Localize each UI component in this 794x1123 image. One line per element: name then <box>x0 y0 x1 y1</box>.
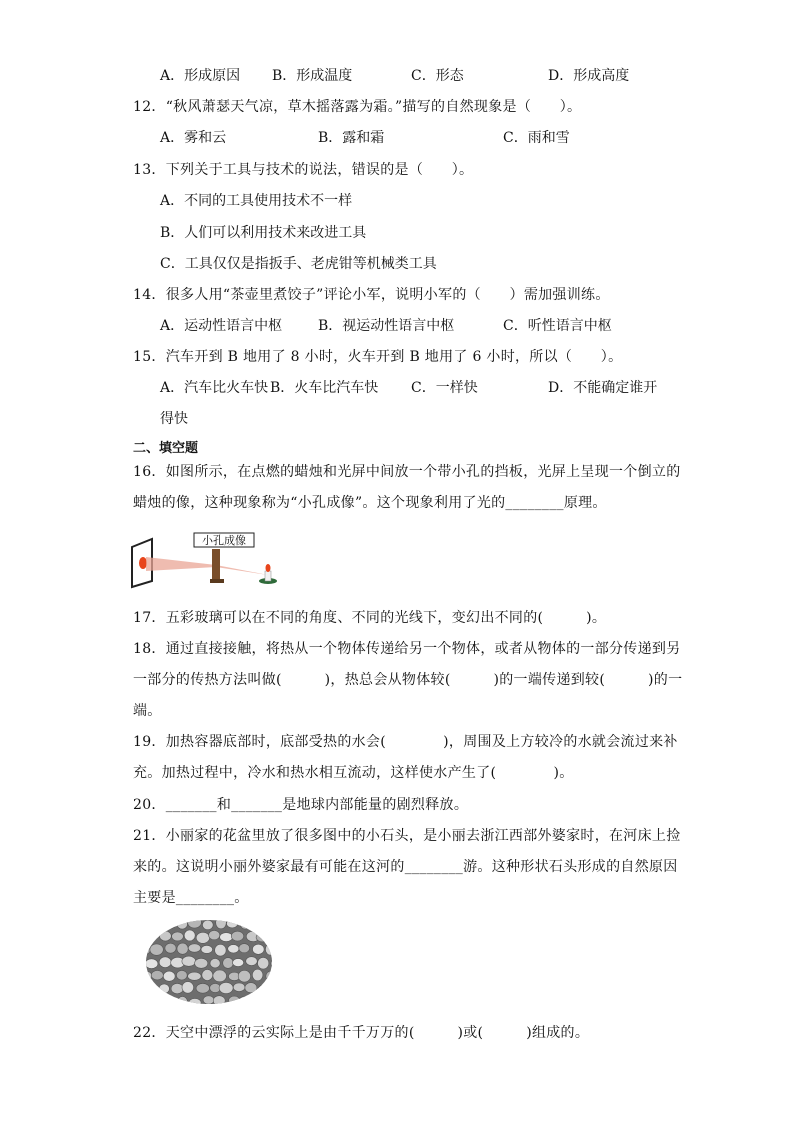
pebble <box>188 972 201 980</box>
pebble <box>146 985 158 994</box>
pebble <box>228 945 239 953</box>
pebble <box>238 970 250 982</box>
section-title-fill-in: 二、填空题 <box>133 441 199 456</box>
pebble <box>184 930 195 941</box>
pebble <box>210 959 220 968</box>
pebble <box>219 982 233 993</box>
pebble <box>202 970 213 981</box>
pebble <box>227 919 238 928</box>
pebble <box>177 943 188 954</box>
pebble <box>272 983 275 993</box>
pebble <box>150 944 163 955</box>
pebble <box>240 918 250 929</box>
pebble <box>223 958 234 969</box>
q15-option-c: C．一样快 <box>411 380 478 396</box>
pebble <box>144 919 151 928</box>
q15-option-d-continuation: 得快 <box>160 411 188 427</box>
pebble <box>188 918 202 928</box>
q14-option-a: A．运动性语言中枢 <box>160 318 283 334</box>
pebble <box>196 932 209 943</box>
q19-line-2: 充。加热过程中，冷水和热水相互流动，这样使水产生了( )。 <box>133 765 574 781</box>
pebble <box>196 983 209 993</box>
q21-line-3: 主要是________。 <box>133 890 249 906</box>
pebble <box>188 944 200 952</box>
q20-text: 20．_______和_______是地球内部能量的剧烈释放。 <box>133 797 469 813</box>
pinhole-imaging-figure <box>128 531 278 589</box>
q14-stem: 14．很多人用“茶壶里煮饺子”评论小军，说明小军的（ ）需加强训练。 <box>133 287 610 303</box>
pebble <box>177 997 187 1007</box>
q14-option-b: B．视运动性语言中枢 <box>318 318 455 334</box>
q16-line-2: 蜡烛的像，这种现象称为“小孔成像”。这个现象利用了光的________原理。 <box>133 495 607 511</box>
q11-option-b: B．形成温度 <box>272 68 353 84</box>
q12-stem: 12．“秋风萧瑟天气凉，草木摇落露为霜。”描写的自然现象是（ ）。 <box>133 99 582 115</box>
q15-option-b: B．火车比汽车快 <box>270 380 379 396</box>
q21-line-1: 21．小丽家的花盆里放了很多图中的小石头，是小丽去浙江西部外婆家时，在河床上捡 <box>133 828 681 844</box>
q13-option-c: C．工具仅仅是指扳手、老虎钳等机械类工具 <box>160 256 437 272</box>
pebble <box>239 996 249 1005</box>
q22-text: 22．天空中漂浮的云实际上是由千千万万的( )或( )组成的。 <box>133 1025 590 1041</box>
pebble <box>266 920 274 929</box>
pebble <box>265 944 274 956</box>
pebble <box>165 997 177 1007</box>
baffle-base <box>210 579 224 583</box>
light-beam <box>146 557 268 575</box>
pebble <box>266 971 274 981</box>
pebble <box>256 933 270 942</box>
pebble <box>165 943 176 953</box>
pebbles-figure <box>144 918 274 1006</box>
pebble <box>203 996 214 1004</box>
q15-option-d: D．不能确定谁开 <box>548 380 658 396</box>
pebble <box>213 996 225 1006</box>
q11-option-c: C．形态 <box>411 68 464 84</box>
pebble <box>253 944 265 954</box>
pebble <box>231 931 243 941</box>
pebble <box>171 983 183 993</box>
pebble <box>159 984 169 994</box>
q11-option-d: D．形成高度 <box>548 68 630 84</box>
q12-option-b: B．露和霜 <box>318 130 385 146</box>
pebble <box>154 995 164 1006</box>
pebble <box>144 996 150 1006</box>
pebble <box>266 997 274 1007</box>
figure-label: 小孔成像 <box>202 534 246 547</box>
pebble <box>151 918 165 927</box>
pebble <box>245 983 257 993</box>
q19-line-1: 19．加热容器底部时，底部受热的水会( )，周围及上方较冷的水就会流过来补 <box>133 734 678 750</box>
pebble <box>145 959 158 969</box>
pebble <box>176 970 187 980</box>
q21-line-2: 来的。这说明小丽外婆家最有可能在这河的________游。这种形状石头形成的自然原因 <box>133 859 678 875</box>
pebble <box>201 945 213 953</box>
pebble <box>252 969 263 981</box>
pebble <box>215 944 226 956</box>
pebble <box>163 971 175 981</box>
candle-body <box>265 571 271 581</box>
q18-line-2: 一部分的传热方法叫做( )，热总会从物体较( )的一端传递到较( )的一 <box>133 672 683 688</box>
pebble <box>145 930 157 941</box>
pebble <box>177 919 188 929</box>
q11-option-a: A．形成原因 <box>160 68 241 84</box>
q12-option-c: C．雨和雪 <box>503 130 570 146</box>
pebble <box>251 996 264 1006</box>
pebble <box>182 956 196 966</box>
pebble <box>213 970 227 982</box>
inverted-image <box>139 557 147 569</box>
baffle-board <box>212 549 220 581</box>
pebble <box>160 931 172 941</box>
pebble <box>258 985 270 993</box>
pebble <box>246 957 258 966</box>
pebble <box>233 983 245 992</box>
candle-flame <box>266 564 271 572</box>
q15-stem: 15．汽车开到 B 地用了 8 小时，火车开到 B 地用了 6 小时，所以（ ）。 <box>133 349 623 365</box>
pebble <box>144 971 152 980</box>
pebble <box>172 932 184 941</box>
q14-option-c: C．听性语言中枢 <box>503 318 612 334</box>
q17-text: 17．五彩玻璃可以在不同的角度、不同的光线下，变幻出不同的( )。 <box>133 610 607 626</box>
pebble <box>216 918 227 929</box>
q15-option-a: A．汽车比火车快 <box>160 380 269 396</box>
pebble <box>189 999 201 1007</box>
pebble <box>254 918 265 928</box>
pebble <box>182 982 194 994</box>
pebble <box>202 920 213 930</box>
pebble <box>164 920 177 928</box>
pebble <box>151 971 163 980</box>
q12-option-a: A．雾和云 <box>160 130 227 146</box>
q18-line-3: 端。 <box>133 703 162 719</box>
pebble <box>159 957 171 968</box>
pebble <box>229 996 240 1004</box>
pebble <box>195 958 208 968</box>
pebble <box>269 932 274 943</box>
pebble <box>258 957 269 969</box>
pebble <box>233 959 244 967</box>
q18-line-1: 18．通过直接接触，将热从一个物体传递给另一个物体，或者从物体的一部分传递到另 <box>133 641 681 657</box>
pebble <box>239 944 250 953</box>
q13-option-a: A．不同的工具使用技术不一样 <box>160 193 353 209</box>
pebble <box>220 933 233 942</box>
q16-line-1: 16．如图所示，在点燃的蜡烛和光屏中间放一个带小孔的挡板，光屏上呈现一个倒立的 <box>133 464 681 480</box>
pebble <box>209 930 220 939</box>
q13-option-b: B．人们可以利用技术来改进工具 <box>160 225 367 241</box>
q13-stem: 13．下列关于工具与技术的说法，错误的是（ ）。 <box>133 162 474 178</box>
